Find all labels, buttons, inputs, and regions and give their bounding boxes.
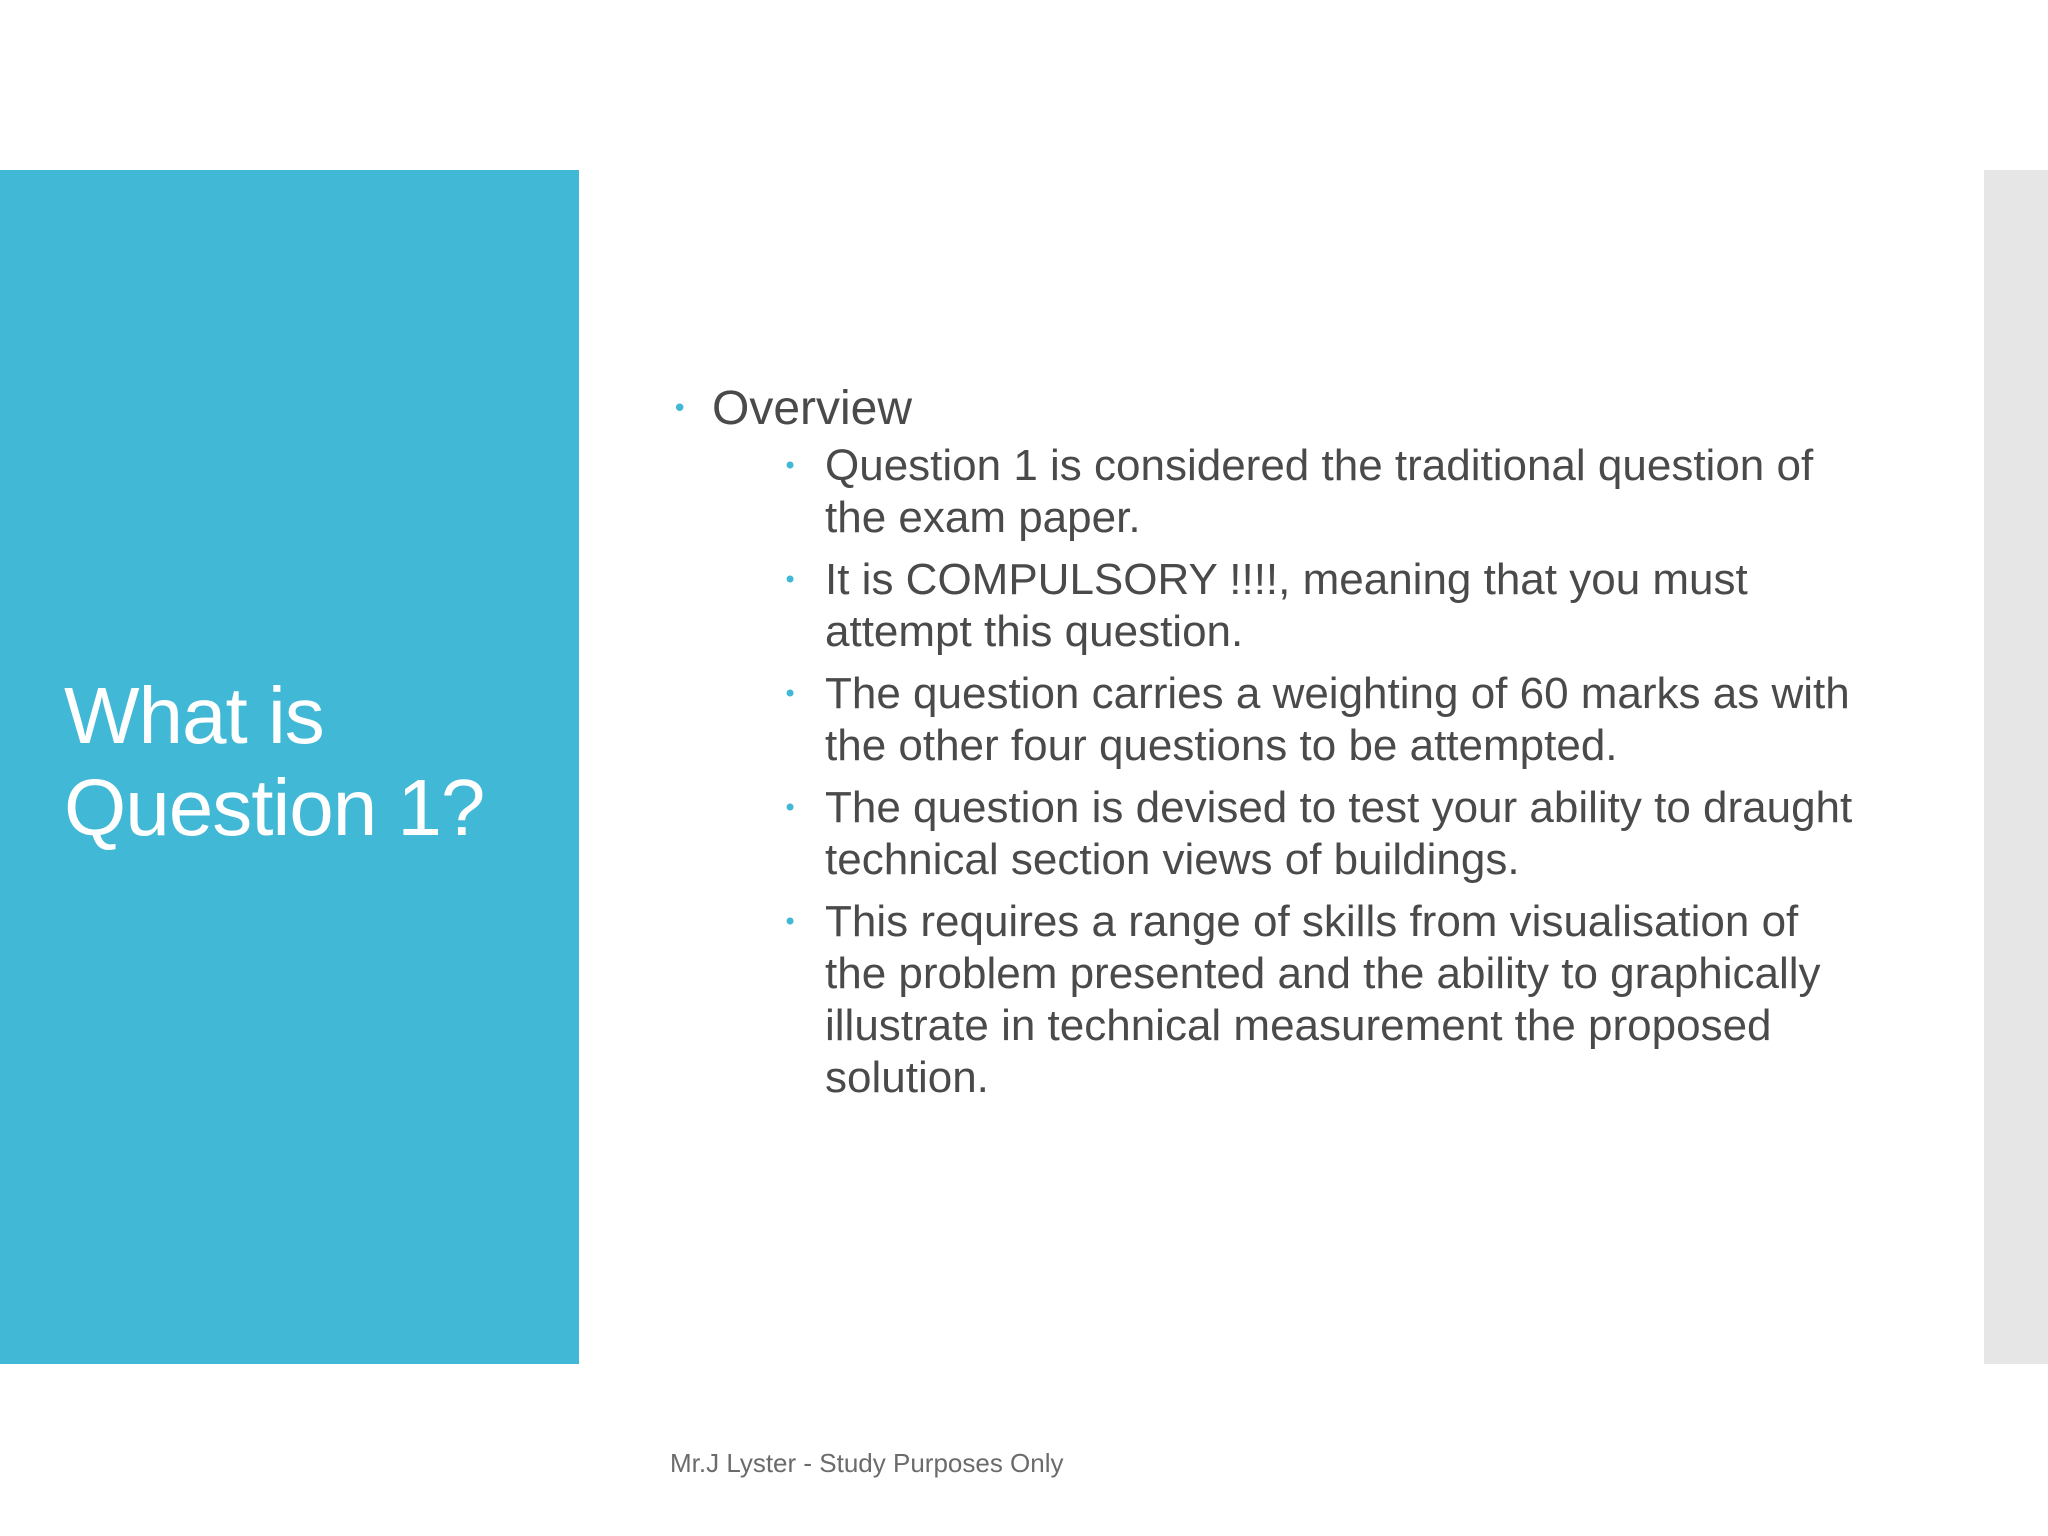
bullet-dot-icon: • xyxy=(672,394,688,424)
bullet-dot-icon: • xyxy=(783,680,798,708)
sub-bullet xyxy=(783,668,1870,772)
bullet-dot-icon: • xyxy=(783,452,798,480)
sub-bullet-text: This requires a range of skills from visualisation of the problem presented and the ability to graphically illustrate in technical measurement the proposed solution. xyxy=(825,897,1821,1102)
sub-bullet xyxy=(783,896,1870,1104)
sub-bullet xyxy=(783,440,1870,544)
bullet-dot-icon: • xyxy=(783,566,798,594)
side-band xyxy=(1984,170,2048,1364)
sub-bullet-text: The question is devised to test your ability to draught technical section views of buildings. xyxy=(825,783,1853,884)
sub-bullet-text: The question carries a weighting of 60 marks as with the other four questions to be attempted. xyxy=(825,669,1850,770)
sub-bullet-text: Question 1 is considered the traditional question of the exam paper. xyxy=(825,441,1814,542)
sub-bullet-list xyxy=(670,440,1870,1104)
slide-title: What is Question 1? xyxy=(64,671,485,852)
bullet-dot-icon: • xyxy=(783,908,798,936)
sub-bullet xyxy=(783,554,1870,658)
bullet-text: Overview xyxy=(712,382,913,435)
sub-bullet xyxy=(783,782,1870,886)
content-area xyxy=(670,380,1870,1112)
bullet-overview xyxy=(670,380,1870,438)
slide-footer: Mr.J Lyster - Study Purposes Only xyxy=(670,1448,1064,1478)
bullet-dot-icon: • xyxy=(783,794,798,822)
sub-bullet-text: It is COMPULSORY !!!!, meaning that you must attempt this question. xyxy=(825,555,1748,656)
